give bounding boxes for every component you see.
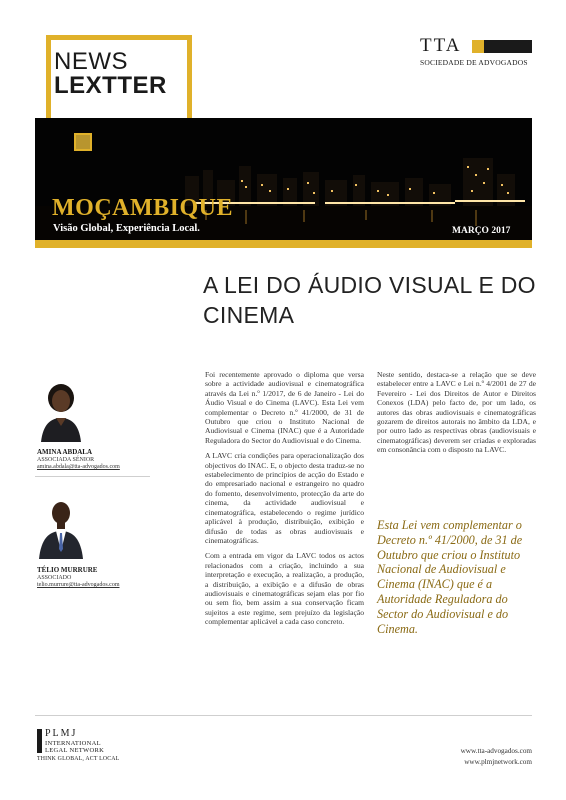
article-paragraph: Neste sentido, destaca-se a relação que se deve estabelecer entre a LAVC e Lei n.º 4/2001 de 27 de Fevereiro - Lei dos Direitos de Autor e Direitos Conexos (LDA) pelo facto de, por um lado, os autores das obras audiovisuais e cinematográficas gozarem de direitos autorais no âmbito da LDA, e por outro lado as respectivas obras (audiovisuais e cinematográficas) deverem ser criadas e exploradas em consonância com o disposto na LAVC. (377, 370, 536, 455)
tta-logo-text: TTA (420, 35, 462, 56)
tta-logo (420, 36, 532, 67)
author-avatar-icon (37, 378, 85, 442)
newsletter-title-news: NEWS (54, 48, 128, 75)
plmj-logo-line1: INTERNATIONAL (45, 740, 101, 747)
website-link-plmj[interactable]: www.plmjnetwork.com (464, 758, 532, 766)
article-paragraph: Com a entrada em vigor da LAVC todos os actos relacionados com a criação, incluindo a sua interpretação e execução, a realização, a produção, a distribuição, a exibição e a difusão de obras audiovisuais e cinematográficas sejam elas por fio ou sem fio, bem assim a sua conservação ficam sujeitos a este regime, sem prejuízo da legislação complementar aplicável a cada caso concreto. (205, 551, 364, 627)
author-email-amina[interactable]: amina.abdala@tta-advogados.com (37, 464, 120, 470)
author-name-amina: AMINA ABDALA (37, 448, 93, 456)
author-divider (35, 476, 150, 477)
author-photo-telio (37, 495, 85, 559)
plmj-logo-line2: LEGAL NETWORK (45, 747, 105, 754)
tta-logo-bar (472, 40, 532, 53)
author-email-telio[interactable]: telio.murrure@tta-advogados.com (37, 582, 120, 588)
author-role-amina: ASSOCIADA SÉNIOR (37, 457, 95, 463)
article-column-2 (377, 370, 536, 461)
newsletter-title-lextter: LEXTTER (54, 72, 167, 99)
plmj-logo-bar (37, 729, 42, 753)
city-night-banner (35, 118, 532, 240)
city-skyline-image (35, 118, 532, 240)
article-title: A LEI DO ÁUDIO VISUAL E DO CINEMA (203, 272, 536, 328)
tta-logo-accent (472, 40, 484, 53)
article-paragraph: A LAVC cria condições para operacionalização dos objectivos do INAC. E, o objecto desta traduz-se no estabelecimento de princípios de acção do Estado e do empresariado nacional e estrangeiro no quadro do fomento, desenvolvimento, protecção da arte do cinema, da actividade audiovisual e cinematográfica, estabelecendo o regime jurídico aplicável à produção, distribuição, exibição e difusão de todas as obras audiovisuais e cinematográficas. (205, 451, 364, 545)
plmj-logo-name: PLMJ (45, 728, 78, 739)
banner-country-title: MOÇAMBIQUE (52, 195, 233, 221)
article-paragraph: Foi recentemente aprovado o diploma que versa sobre a actividade audiovisual e cinematográfica através da Lei n.º 1/2017, de 6 de Janeiro - Lei do Áudio Visual e do Cinema (LAVC). Esta Lei vem complementar o Decreto n.º 41/2000, de 31 de Outubro que criou o Instituto Nacional de Audiovisual e Cinema (INAC) que é a Autoridade Reguladora do Sector do Audiovisual e do Cinema. (205, 370, 364, 445)
website-link-tta[interactable]: www.tta-advogados.com (460, 747, 532, 755)
plmj-tagline: THINK GLOBAL, ACT LOCAL (37, 756, 120, 762)
banner-gold-square (74, 133, 92, 151)
banner-tagline: Visão Global, Experiência Local. (53, 223, 200, 234)
footer-divider (35, 715, 532, 716)
tta-logo-subtitle: SOCIEDADE DE ADVOGADOS (420, 58, 528, 67)
author-avatar-icon (37, 495, 85, 559)
article-column-1 (205, 370, 364, 633)
banner-gold-bar (35, 240, 532, 248)
author-photo-amina (37, 378, 85, 442)
author-name-telio: TÉLIO MURRURE (37, 566, 98, 574)
banner-date: MARÇO 2017 (452, 226, 511, 236)
author-role-telio: ASSOCIADO (37, 575, 72, 581)
pull-quote: Esta Lei vem complementar o Decreto n.º 41/2000, de 31 de Outubro que criou o Instituto Nacional de Audiovisual e Cinema (INAC) que é a Autoridade Reguladora do Sector do Audiovisual e do Cinema. (377, 518, 523, 636)
